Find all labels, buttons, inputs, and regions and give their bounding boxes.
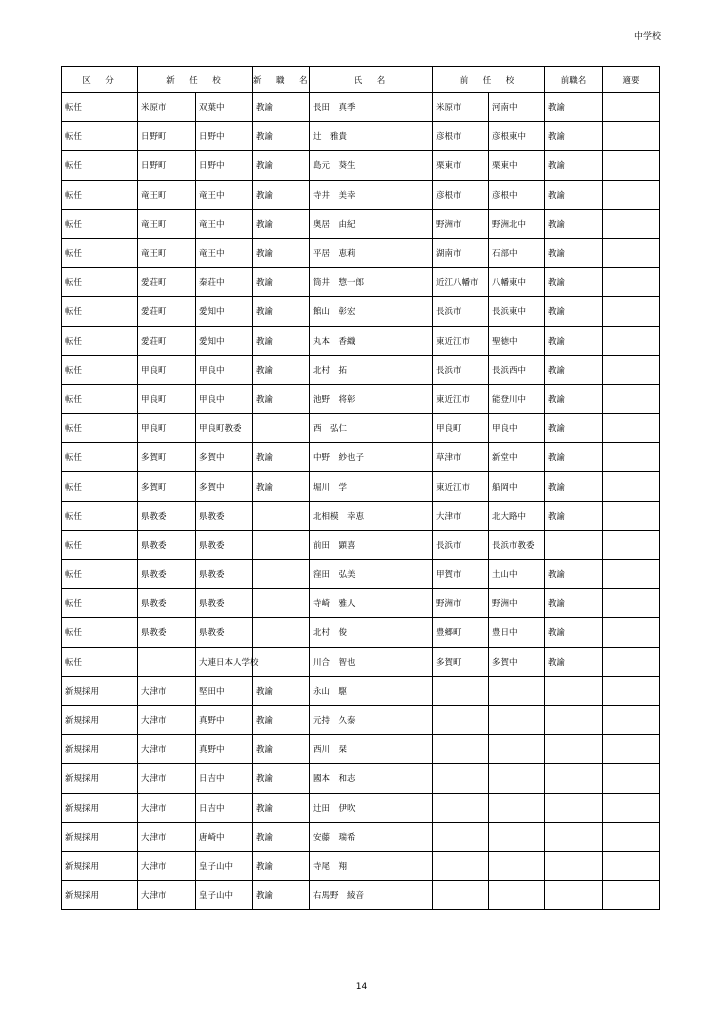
table-row [62,443,660,472]
cell-new-area: 愛荘町 [138,326,196,355]
cell-category: 新規採用 [62,764,138,793]
table-row [62,589,660,618]
cell-previous-school: 北大路中 [489,501,545,530]
cell-new-area: 甲良町 [138,355,196,384]
cell-new-position: 教諭 [253,268,310,297]
cell-note [603,238,660,267]
cell-category: 転任 [62,414,138,443]
cell-new-school: 県教委 [196,589,253,618]
cell-category: 転任 [62,209,138,238]
cell-name: 丸本 香織 [310,326,433,355]
cell-new-school: 竜王中 [196,209,253,238]
table-header-row [62,67,660,93]
cell-new-school: 日吉中 [196,793,253,822]
cell-previous-position [545,881,603,910]
cell-category: 転任 [62,238,138,267]
cell-category: 転任 [62,618,138,647]
table-row [62,822,660,851]
cell-new-area: 大津市 [138,764,196,793]
table-row [62,297,660,326]
cell-previous-area: 栗東市 [433,151,489,180]
table-row [62,384,660,413]
header-name: 氏 名 [310,67,433,93]
cell-new-area: 多賀町 [138,472,196,501]
cell-new-school: 真野中 [196,735,253,764]
cell-new-position [253,647,310,676]
cell-new-school: 甲良中 [196,384,253,413]
cell-name: 堀川 学 [310,472,433,501]
cell-new-school: 皇子山中 [196,881,253,910]
cell-note [603,297,660,326]
header-previous-school: 前 任 校 [433,67,545,93]
cell-name: 永山 駆 [310,676,433,705]
cell-new-position [253,560,310,589]
cell-previous-area: 東近江市 [433,384,489,413]
cell-name: 池野 将彰 [310,384,433,413]
header-category: 区 分 [62,67,138,93]
cell-name: 辻 雅貴 [310,122,433,151]
cell-category: 転任 [62,501,138,530]
cell-category: 転任 [62,355,138,384]
cell-name: 筒井 惣一郎 [310,268,433,297]
cell-note [603,676,660,705]
cell-previous-area [433,881,489,910]
cell-new-school: 多賀中 [196,472,253,501]
cell-note [603,851,660,880]
cell-name: 平居 恵莉 [310,238,433,267]
cell-new-position: 教諭 [253,881,310,910]
table-row [62,326,660,355]
cell-previous-school: 栗東中 [489,151,545,180]
cell-previous-school: 彦根東中 [489,122,545,151]
cell-new-area: 県教委 [138,530,196,559]
cell-previous-area: 野洲市 [433,209,489,238]
table-row [62,793,660,822]
cell-new-area: 大津市 [138,881,196,910]
cell-previous-area: 東近江市 [433,472,489,501]
table-row [62,501,660,530]
cell-new-position: 教諭 [253,151,310,180]
cell-previous-position: 教諭 [545,618,603,647]
cell-previous-position: 教諭 [545,355,603,384]
cell-category: 転任 [62,297,138,326]
cell-new-school: 皇子山中 [196,851,253,880]
cell-new-school: 真野中 [196,705,253,734]
cell-note [603,530,660,559]
cell-previous-area: 彦根市 [433,180,489,209]
table-row [62,705,660,734]
cell-new-school: 竜王中 [196,238,253,267]
table-row [62,764,660,793]
cell-previous-area [433,851,489,880]
cell-new-position [253,530,310,559]
cell-new-school: 県教委 [196,530,253,559]
cell-new-area: 日野町 [138,122,196,151]
cell-previous-school: 彦根中 [489,180,545,209]
cell-note [603,764,660,793]
header-new-position: 新 職 名 [253,67,310,93]
table-row [62,209,660,238]
cell-previous-school: 石部中 [489,238,545,267]
cell-new-area: 県教委 [138,560,196,589]
cell-previous-area [433,705,489,734]
cell-name: 北村 俊 [310,618,433,647]
cell-previous-school: 多賀中 [489,647,545,676]
cell-new-school: 竜王中 [196,180,253,209]
cell-name: 館山 彰宏 [310,297,433,326]
table-row [62,881,660,910]
cell-previous-position: 教諭 [545,326,603,355]
table-row [62,676,660,705]
cell-previous-school [489,705,545,734]
table-row [62,735,660,764]
table-row [62,530,660,559]
cell-note [603,355,660,384]
cell-category: 新規採用 [62,676,138,705]
personnel-table [61,66,660,910]
cell-new-school: 大連日本人学校 [196,647,253,676]
cell-category: 転任 [62,530,138,559]
cell-new-school: 愛知中 [196,297,253,326]
cell-new-school: 日野中 [196,151,253,180]
table-row [62,238,660,267]
cell-previous-position: 教諭 [545,93,603,122]
cell-previous-school: 野洲北中 [489,209,545,238]
cell-previous-position [545,676,603,705]
cell-previous-position: 教諭 [545,180,603,209]
cell-category: 転任 [62,151,138,180]
cell-new-area: 愛荘町 [138,297,196,326]
cell-previous-position: 教諭 [545,414,603,443]
cell-name: 西 弘仁 [310,414,433,443]
cell-previous-position [545,705,603,734]
table-body [62,93,660,910]
cell-new-school: 秦荘中 [196,268,253,297]
cell-new-area: 愛荘町 [138,268,196,297]
cell-new-school: 唐崎中 [196,822,253,851]
cell-name: 右馬野 綾音 [310,881,433,910]
cell-new-position: 教諭 [253,472,310,501]
cell-previous-position [545,764,603,793]
table-row [62,472,660,501]
school-level-label: 中学校 [633,32,661,42]
cell-category: 新規採用 [62,881,138,910]
cell-new-school: 双葉中 [196,93,253,122]
cell-new-position [253,501,310,530]
cell-previous-school: 長浜市教委 [489,530,545,559]
cell-note [603,268,660,297]
cell-new-area: 大津市 [138,851,196,880]
cell-category: 新規採用 [62,705,138,734]
cell-new-school: 甲良町教委 [196,414,253,443]
cell-new-position: 教諭 [253,443,310,472]
cell-previous-school [489,676,545,705]
cell-name: 中野 紗也子 [310,443,433,472]
cell-category: 転任 [62,93,138,122]
cell-note [603,122,660,151]
cell-new-school: 日野中 [196,122,253,151]
cell-previous-school: 土山中 [489,560,545,589]
cell-new-position [253,618,310,647]
cell-previous-area [433,676,489,705]
cell-name: 北相模 幸恵 [310,501,433,530]
cell-note [603,589,660,618]
cell-previous-position: 教諭 [545,384,603,413]
cell-previous-position: 教諭 [545,501,603,530]
cell-note [603,501,660,530]
header-note: 適要 [603,67,660,93]
cell-previous-area: 大津市 [433,501,489,530]
cell-note [603,414,660,443]
cell-new-position: 教諭 [253,735,310,764]
cell-name: 川合 智也 [310,647,433,676]
cell-category: 新規採用 [62,735,138,764]
table-row [62,122,660,151]
cell-note [603,793,660,822]
cell-note [603,822,660,851]
cell-previous-position [545,851,603,880]
cell-previous-position [545,735,603,764]
cell-new-area: 竜王町 [138,238,196,267]
cell-category: 転任 [62,560,138,589]
cell-new-position: 教諭 [253,326,310,355]
cell-category: 新規採用 [62,822,138,851]
cell-category: 転任 [62,647,138,676]
cell-note [603,180,660,209]
cell-new-school: 県教委 [196,618,253,647]
cell-note [603,151,660,180]
cell-previous-school: 野洲中 [489,589,545,618]
cell-previous-area: 近江八幡市 [433,268,489,297]
cell-previous-school: 甲良中 [489,414,545,443]
cell-previous-area [433,735,489,764]
page-number: 14 [355,982,368,992]
cell-new-school: 愛知中 [196,326,253,355]
cell-new-school: 甲良中 [196,355,253,384]
cell-previous-area: 長浜市 [433,355,489,384]
cell-new-area: 甲良町 [138,384,196,413]
cell-category: 新規採用 [62,793,138,822]
cell-note [603,472,660,501]
cell-previous-area: 東近江市 [433,326,489,355]
cell-new-position: 教諭 [253,297,310,326]
cell-new-position: 教諭 [253,93,310,122]
cell-new-school: 堅田中 [196,676,253,705]
table-row [62,851,660,880]
cell-note [603,209,660,238]
cell-new-area: 甲良町 [138,414,196,443]
cell-note [603,326,660,355]
cell-previous-school [489,735,545,764]
cell-previous-school: 聖徳中 [489,326,545,355]
cell-category: 転任 [62,589,138,618]
cell-new-area: 竜王町 [138,209,196,238]
cell-new-school: 県教委 [196,560,253,589]
header-previous-position: 前職名 [545,67,603,93]
cell-name: 寺崎 雅人 [310,589,433,618]
cell-new-area: 大津市 [138,705,196,734]
cell-new-area: 大津市 [138,676,196,705]
cell-previous-school: 八幡東中 [489,268,545,297]
cell-name: 長田 真季 [310,93,433,122]
cell-previous-school: 長浜東中 [489,297,545,326]
cell-previous-position: 教諭 [545,589,603,618]
cell-name: 安藤 瑞希 [310,822,433,851]
cell-previous-position: 教諭 [545,560,603,589]
cell-previous-school: 船岡中 [489,472,545,501]
cell-previous-position [545,530,603,559]
cell-new-area: 日野町 [138,151,196,180]
cell-new-school: 日吉中 [196,764,253,793]
cell-new-position: 教諭 [253,851,310,880]
cell-category: 転任 [62,472,138,501]
cell-new-position: 教諭 [253,122,310,151]
cell-new-area: 大津市 [138,822,196,851]
table-row [62,618,660,647]
cell-name: 島元 葵生 [310,151,433,180]
cell-name: 元持 久泰 [310,705,433,734]
cell-new-position: 教諭 [253,764,310,793]
cell-category: 転任 [62,268,138,297]
cell-note [603,384,660,413]
cell-name: 寺井 美幸 [310,180,433,209]
cell-previous-position: 教諭 [545,647,603,676]
cell-previous-school: 豊日中 [489,618,545,647]
cell-category: 転任 [62,443,138,472]
cell-new-area: 大津市 [138,793,196,822]
table-row [62,414,660,443]
cell-previous-position [545,822,603,851]
cell-new-area: 竜王町 [138,180,196,209]
cell-previous-position: 教諭 [545,209,603,238]
table-row [62,647,660,676]
cell-previous-position: 教諭 [545,268,603,297]
cell-new-position: 教諭 [253,676,310,705]
cell-previous-position: 教諭 [545,443,603,472]
cell-previous-school: 河南中 [489,93,545,122]
cell-category: 転任 [62,326,138,355]
cell-name: 辻田 伊吹 [310,793,433,822]
cell-note [603,735,660,764]
cell-new-position: 教諭 [253,705,310,734]
cell-new-position: 教諭 [253,384,310,413]
cell-category: 転任 [62,180,138,209]
cell-new-area: 県教委 [138,589,196,618]
cell-name: 寺尾 翔 [310,851,433,880]
cell-new-position: 教諭 [253,822,310,851]
table-row [62,180,660,209]
cell-new-position [253,589,310,618]
cell-new-position [253,414,310,443]
cell-new-area: 県教委 [138,501,196,530]
cell-previous-school [489,764,545,793]
cell-previous-position: 教諭 [545,151,603,180]
cell-new-area: 大津市 [138,735,196,764]
cell-name: 北村 拓 [310,355,433,384]
cell-category: 転任 [62,384,138,413]
cell-note [603,443,660,472]
cell-previous-position: 教諭 [545,472,603,501]
cell-new-position: 教諭 [253,209,310,238]
cell-previous-area: 草津市 [433,443,489,472]
cell-previous-position [545,793,603,822]
cell-new-school: 県教委 [196,501,253,530]
cell-previous-school [489,793,545,822]
cell-note [603,560,660,589]
cell-new-area: 県教委 [138,618,196,647]
cell-name: 奥居 由紀 [310,209,433,238]
cell-note [603,881,660,910]
cell-previous-area: 甲賀市 [433,560,489,589]
cell-new-area [138,647,196,676]
cell-new-position: 教諭 [253,180,310,209]
cell-category: 転任 [62,122,138,151]
cell-name: 窪田 弘美 [310,560,433,589]
cell-new-position: 教諭 [253,238,310,267]
cell-previous-area: 多賀町 [433,647,489,676]
cell-previous-school [489,822,545,851]
cell-previous-area: 彦根市 [433,122,489,151]
cell-new-position: 教諭 [253,793,310,822]
cell-note [603,93,660,122]
table-row [62,268,660,297]
cell-previous-school [489,851,545,880]
cell-previous-school: 能登川中 [489,384,545,413]
cell-name: 國本 和志 [310,764,433,793]
cell-previous-area: 湖南市 [433,238,489,267]
cell-note [603,705,660,734]
cell-previous-area: 長浜市 [433,530,489,559]
cell-category: 新規採用 [62,851,138,880]
cell-name: 西川 栞 [310,735,433,764]
header-new-school: 新 任 校 [138,67,253,93]
cell-previous-area: 豊郷町 [433,618,489,647]
cell-name: 前田 顕喜 [310,530,433,559]
cell-previous-school [489,881,545,910]
table-row [62,151,660,180]
table-row [62,93,660,122]
cell-previous-area: 甲良町 [433,414,489,443]
cell-previous-area [433,764,489,793]
cell-previous-position: 教諭 [545,238,603,267]
cell-previous-position: 教諭 [545,297,603,326]
cell-previous-area [433,793,489,822]
cell-note [603,618,660,647]
cell-new-area: 米原市 [138,93,196,122]
table-row [62,355,660,384]
table-row [62,560,660,589]
cell-new-area: 多賀町 [138,443,196,472]
cell-previous-school: 新堂中 [489,443,545,472]
cell-new-position: 教諭 [253,355,310,384]
cell-previous-area: 米原市 [433,93,489,122]
cell-previous-school: 長浜西中 [489,355,545,384]
cell-previous-position: 教諭 [545,122,603,151]
cell-note [603,647,660,676]
cell-previous-area [433,822,489,851]
cell-previous-area: 長浜市 [433,297,489,326]
cell-new-school: 多賀中 [196,443,253,472]
cell-previous-area: 野洲市 [433,589,489,618]
